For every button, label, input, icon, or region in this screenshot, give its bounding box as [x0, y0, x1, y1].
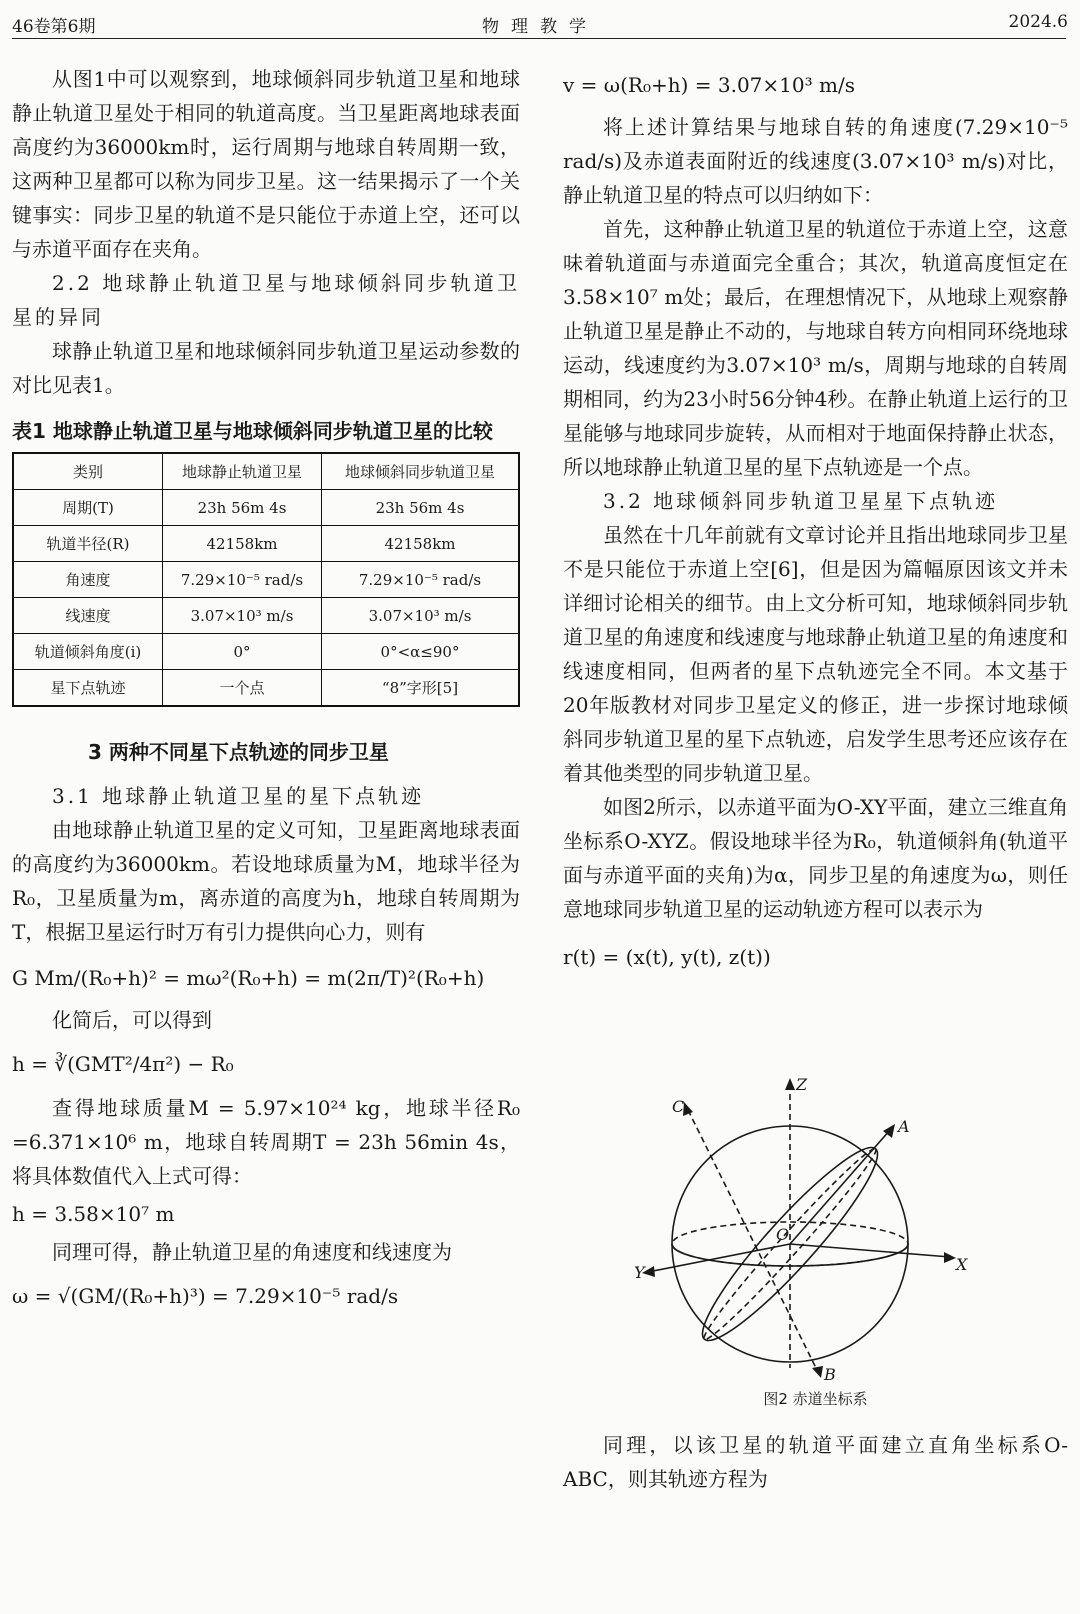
subsection-heading-3-1: 3.1 地球静止轨道卫星的星下点轨迹 [52, 784, 425, 808]
paragraph: 如图2所示，以赤道平面为O-XY平面，建立三维直角坐标系O-XYZ。假设地球半径为R₀，轨道倾斜角(轨道平面与赤道平面的夹角)为α，同步卫星的角速度为ω，则任意地球同步轨道卫星的运动轨迹方程可以表示为 [563, 795, 1068, 921]
table-cell: 角速度 [13, 562, 163, 598]
section-heading-3: 3 两种不同星下点轨迹的同步卫星 [88, 740, 389, 764]
journal-title: 物理教学 [482, 17, 598, 37]
equation-height-value: h = 3.58×10⁷ m [12, 1202, 175, 1226]
table-cell: 线速度 [13, 598, 163, 634]
equation-angular-velocity: ω = √(GM/(R₀+h)³) = 7.29×10⁻⁵ rad/s [12, 1284, 399, 1308]
table-cell: 3.07×10³ m/s [322, 598, 520, 634]
label-b: B [824, 1365, 836, 1384]
table-row [13, 634, 519, 670]
paragraph: 同理可得，静止轨道卫星的角速度和线速度为 [52, 1240, 452, 1264]
x-axis [790, 1244, 950, 1257]
table-row [13, 562, 519, 598]
subsection-heading-3-2: 3.2 地球倾斜同步轨道卫星星下点轨迹 [603, 489, 999, 513]
c-b-axis [688, 1110, 818, 1372]
b-arrowhead [812, 1366, 823, 1378]
paragraph: 化简后，可以得到 [52, 1008, 212, 1032]
paragraph: 首先，这种静止轨道卫星的轨道位于赤道上空，这意味着轨道面与赤道面完全重合；其次，轨道高度恒定在3.58×10⁷ m处；最后，在理想情况下，从地球上观察静止轨道卫星是静止不动的，与地球自转方向相同环绕地球运动，线速度约为3.07×10³ m/s，周期与地球的自转周期相同，约为23小时56分钟4秒。在静止轨道上运行的卫星能够与地球同步旋转，从而相对于地面保持静止状态，所以地球静止轨道卫星的星下点轨迹是一个点。 [563, 217, 1068, 479]
table-cell: 地球倾斜同步轨道卫星 [322, 453, 520, 490]
table-row [13, 598, 519, 634]
table-cell: 轨道半径(R) [13, 526, 163, 562]
table-header-row [13, 453, 519, 490]
table-cell: 3.07×10³ m/s [163, 598, 322, 634]
table-cell: 周期(T) [13, 490, 163, 526]
equation-trajectory: r(t) = (x(t), y(t), z(t)) [563, 945, 771, 969]
label-o: O [776, 1225, 790, 1244]
journal-date: 2024.6 [1008, 12, 1068, 32]
table-cell: 42158km [163, 526, 322, 562]
table-row [13, 670, 519, 707]
equation-linear-velocity: v = ω(R₀+h) = 3.07×10³ m/s [563, 73, 855, 97]
paragraph: 将上述计算结果与地球自转的角速度(7.29×10⁻⁵ rad/s)及赤道表面附近的线速度(3.07×10³ m/s)对比，静止轨道卫星的特点可以归纳如下： [563, 115, 1068, 207]
table-cell: “8”字形[5] [322, 670, 520, 707]
table-cell: 0° [163, 634, 322, 670]
table-cell: 7.29×10⁻⁵ rad/s [163, 562, 322, 598]
table-cell: 0°<α≤90° [322, 634, 520, 670]
table-cell: 星下点轨迹 [13, 670, 163, 707]
table-cell: 42158km [322, 526, 520, 562]
equatorial-coordinate-figure [600, 1072, 1000, 1392]
equation-gravity: G Mm/(R₀+h)² = mω²(R₀+h) = m(2π/T)²(R₀+h) [12, 966, 485, 990]
label-x: X [956, 1255, 968, 1274]
table-cell: 轨道倾斜角度(i) [13, 634, 163, 670]
label-z: Z [796, 1075, 808, 1094]
y-axis [648, 1244, 790, 1272]
paragraph: 从图1中可以观察到，地球倾斜同步轨道卫星和地球静止轨道卫星处于相同的轨道高度。当卫星距离地球表面高度约为36000km时，运行周期与地球自转周期一致，这两种卫星都可以称为同步卫星。这一结果揭示了一个关键事实：同步卫星的轨道不是只能位于赤道上空，还可以与赤道平面存在夹角。 [12, 67, 520, 261]
header-rule [12, 38, 1066, 39]
table-cell: 23h 56m 4s [163, 490, 322, 526]
table-cell: 类别 [13, 453, 163, 490]
left-column [12, 62, 520, 1313]
table-cell: 7.29×10⁻⁵ rad/s [322, 562, 520, 598]
z-arrowhead [785, 1078, 795, 1090]
subsection-heading-2-2: 2.2 地球静止轨道卫星与地球倾斜同步轨道卫星的异同 [12, 271, 520, 329]
x-arrowhead [944, 1252, 956, 1263]
journal-issue: 46卷第6期 [12, 17, 96, 37]
table-caption: 表1 地球静止轨道卫星与地球倾斜同步轨道卫星的比较 [12, 419, 493, 443]
c-arrowhead [683, 1102, 693, 1116]
label-y: Y [634, 1263, 645, 1282]
paragraph: 查得地球质量M = 5.97×10²⁴ kg，地球半径R₀ =6.371×10⁶ m，地球自转周期T = 23h 56min 4s，将具体数值代入上式可得： [12, 1096, 520, 1188]
paragraph: 虽然在十几年前就有文章讨论并且指出地球同步卫星不是只能位于赤道上空[6]，但是因为篇幅原因该文并未详细讨论相关的细节。由上文分析可知，地球倾斜同步轨道卫星的角速度和线速度与地球静止轨道卫星的角速度和线速度相同，但两者的星下点轨迹完全不同。本文基于20年版教材对同步卫星定义的修正，进一步探讨地球倾斜同步轨道卫星的星下点轨迹，启发学生思考还应该存在着其他类型的同步轨道卫星。 [563, 523, 1068, 785]
label-a: A [898, 1117, 910, 1136]
equation-height: h = ∛(GMT²/4π²) − R₀ [12, 1052, 234, 1076]
table-row [13, 490, 519, 526]
label-c: C [672, 1097, 685, 1116]
a-axis [790, 1130, 890, 1244]
paragraph: 同理，以该卫星的轨道平面建立直角坐标系O-ABC，则其轨迹方程为 [563, 1433, 1068, 1491]
comparison-table [12, 452, 520, 707]
right-column [563, 68, 1068, 974]
figure-caption: 图2 赤道坐标系 [763, 1390, 868, 1408]
table-cell: 23h 56m 4s [322, 490, 520, 526]
paragraph: 由地球静止轨道卫星的定义可知，卫星距离地球表面的高度约为36000km。若设地球质量为M，地球半径为R₀，卫星质量为m，离赤道的高度为h，地球自转周期为T，根据卫星运行时万有引力提供向心力，则有 [12, 818, 520, 944]
paragraph: 球静止轨道卫星和地球倾斜同步轨道卫星运动参数的对比见表1。 [12, 339, 520, 397]
right-column-bottom [563, 1428, 1068, 1496]
table-cell: 地球静止轨道卫星 [163, 453, 322, 490]
table-cell: 一个点 [163, 670, 322, 707]
table-row [13, 526, 519, 562]
